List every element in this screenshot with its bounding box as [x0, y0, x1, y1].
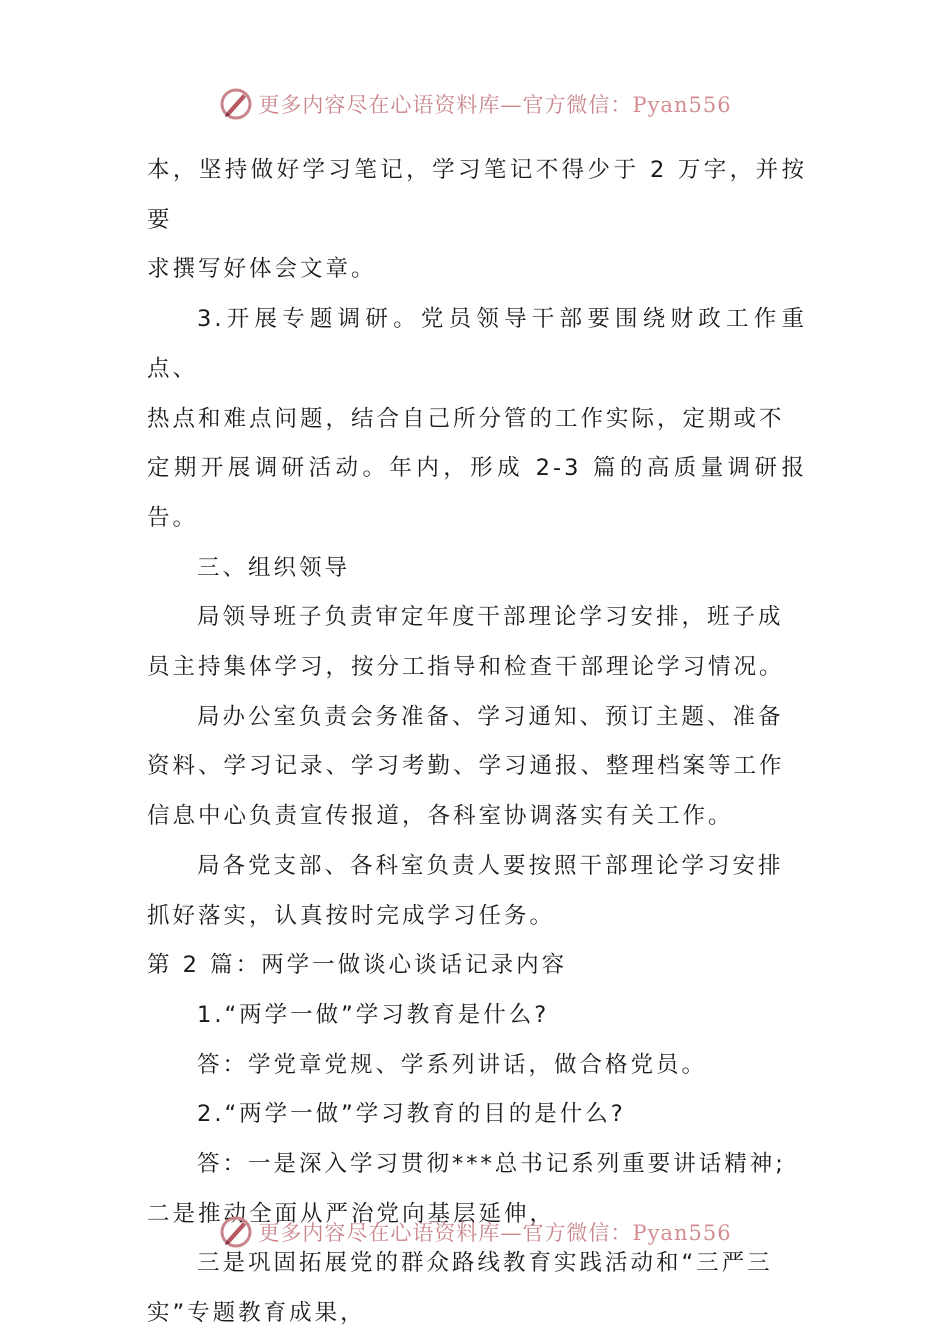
text-line: 抓好落实，认真按时完成学习任务。 — [147, 902, 556, 929]
text-line: 局各党支部、各科室负责人要按照干部理论学习安排 — [197, 852, 784, 879]
answer-line: 答：学党章党规、学系列讲话，做合格党员。 — [197, 1051, 708, 1078]
pen-logo-icon — [218, 86, 254, 122]
banner-text: 更多内容尽在心语资料库—官方微信：Pyan556 — [258, 93, 732, 117]
article-title: 第 2 篇：两学一做谈心谈话记录内容 — [147, 952, 568, 979]
text-line: 3.开展专题调研。党员领导干部要围绕财政工作重点、 — [147, 306, 807, 382]
section-heading: 三、组织领导 — [197, 554, 351, 581]
text-line: 二是推动全面从严治党向基层延伸， — [147, 1200, 556, 1227]
text-line: 热点和难点问题，结合自己所分管的工作实际，定期或不 — [147, 405, 785, 432]
question-line: 1.“两学一做”学习教育是什么? — [197, 1001, 550, 1028]
text-line: 实”专题教育成果， — [147, 1300, 366, 1327]
text-line: 局办公室负责会务准备、学习通知、预订主题、准备 — [197, 703, 784, 730]
text-line: 本，坚持做好学习笔记，学习笔记不得少于 2 万字，并按要 — [147, 157, 807, 233]
document-body — [147, 146, 807, 1339]
text-line: 员主持集体学习，按分工指导和检查干部理论学习情况。 — [147, 654, 785, 681]
banner-text: 更多内容尽在心语资料库—官方微信：Pyan556 — [258, 1221, 732, 1245]
question-line: 2.“两学一做”学习教育的目的是什么? — [197, 1101, 626, 1128]
text-line: 求撰写好体会文章。 — [147, 256, 377, 283]
text-line: 定期开展调研活动。年内，形成 2-3 篇的高质量调研报告。 — [147, 455, 807, 531]
footer-banner — [0, 1212, 950, 1252]
text-line: 资料、学习记录、学习考勤、学习通报、整理档案等工作 — [147, 753, 785, 780]
text-line: 信息中心负责宣传报道，各科室协调落实有关工作。 — [147, 803, 734, 830]
header-banner — [0, 84, 950, 124]
text-line: 局领导班子负责审定年度干部理论学习安排，班子成 — [197, 604, 784, 631]
answer-line: 答：一是深入学习贯彻***总书记系列重要讲话精神; — [197, 1151, 786, 1178]
text-line: 三是巩固拓展党的群众路线教育实践活动和“三严三 — [197, 1250, 773, 1277]
pen-logo-icon — [218, 1214, 254, 1250]
